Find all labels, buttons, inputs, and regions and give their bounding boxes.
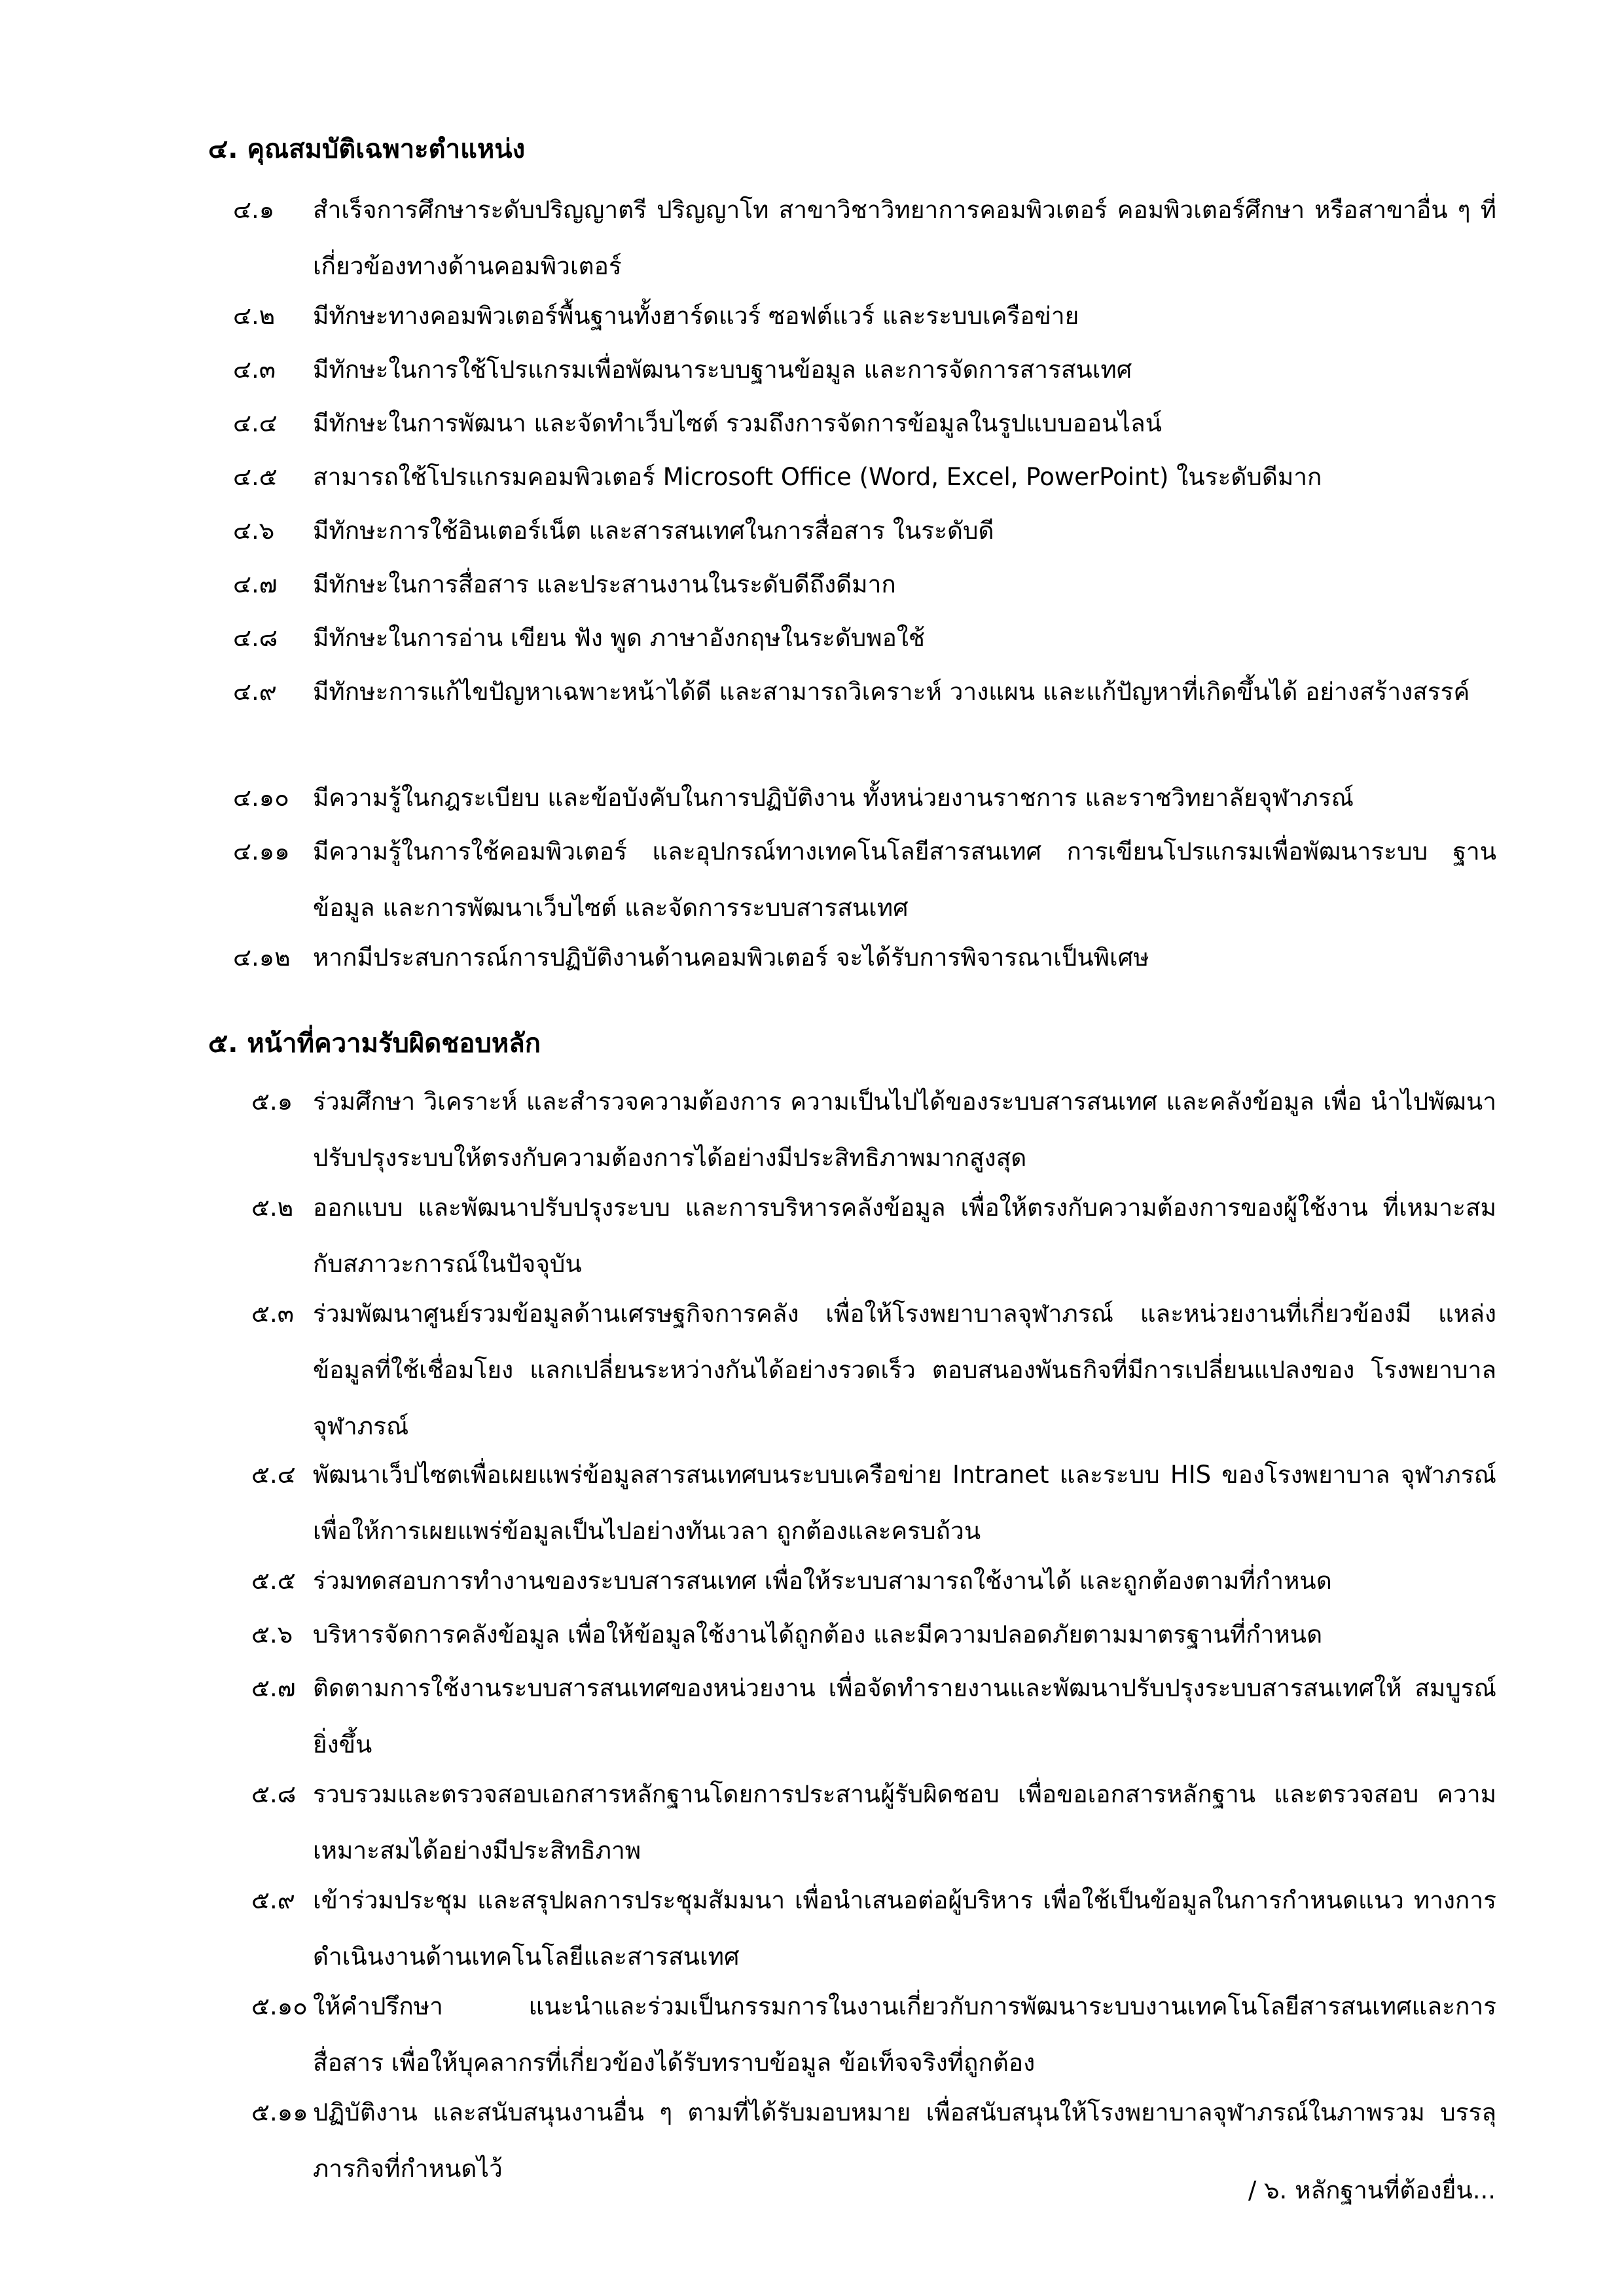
item-text: ร่วมศึกษา วิเคราะห์ และสำรวจความต้องการ ความเป็นไปได้ของระบบสารสนเทศ และคลังข้อมูล เพื่อ นำไปพัฒนา ปรับปรุงระบบให้ตรงกับความต้องการได้อย่างมีประสิทธิภาพมากสูงสุด (313, 1087, 1496, 1172)
item-text: บริหารจัดการคลังข้อมูล เพื่อให้ข้อมูลใช้งานได้ถูกต้อง และมีความปลอดภัยตามมาตรฐานที่กำหนด (313, 1620, 1323, 1649)
item-number: ๔.๙ (233, 678, 277, 706)
section-5-title: ๕. หน้าที่ความรับผิดชอบหลัก (208, 1029, 541, 1059)
item-text: มีทักษะทางคอมพิวเตอร์พื้นฐานทั้งฮาร์ดแวร์ ซอฟต์แวร์ และระบบเครือข่าย (313, 302, 1079, 330)
item-number: ๕.๑ (251, 1087, 293, 1116)
item-number: ๕.๑๐ (251, 1992, 308, 2020)
item-text: ร่วมทดสอบการทำงานของระบบสารสนเทศ เพื่อให้ระบบสามารถใช้งานได้ และถูกต้องตามที่กำหนด (313, 1567, 1332, 1595)
item-text: หากมีประสบการณ์การปฏิบัติงานด้านคอมพิวเตอร์ จะได้รับการพิจารณาเป็นพิเศษ (313, 943, 1149, 972)
item-text: มีความรู้ในการใช้คอมพิวเตอร์ และอุปกรณ์ทางเทคโนโลยีสารสนเทศ การเขียนโปรแกรมเพื่อพัฒนาระบบ ฐานข้อมูล และการพัฒนาเว็บไซต์ และจัดการระบบสารสนเทศ (313, 837, 1496, 922)
item-number: ๕.๓ (251, 1300, 295, 1328)
item-number: ๕.๑๑ (251, 2098, 308, 2126)
item-text: ร่วมพัฒนาศูนย์รวมข้อมูลด้านเศรษฐกิจการคลัง เพื่อให้โรงพยาบาลจุฬาภรณ์ และหน่วยงานที่เกี่ยวข้องมี แหล่งข้อมูลที่ใช้เชื่อมโยง แลกเปลี่ยนระหว่างกันได้อย่างรวดเร็ว ตอบสนองพันธกิจที่มีการเปลี่ยนแปลงของ โรงพยาบาลจุฬาภรณ์ (313, 1300, 1496, 1440)
item-text: สามารถใช้โปรแกรมคอมพิวเตอร์ Microsoft Office (Word, Excel, PowerPoint) ในระดับดีมาก (313, 463, 1322, 491)
item-number: ๔.๑๑ (233, 837, 290, 866)
item-number: ๔.๕ (233, 463, 278, 491)
item-text: ปฏิบัติงาน และสนับสนุนงานอื่น ๆ ตามที่ได้รับมอบหมาย เพื่อสนับสนุนให้โรงพยาบาลจุฬาภรณ์ในภาพรวม บรรลุภารกิจที่กำหนดไว้ (313, 2098, 1496, 2183)
item-number: ๔.๑ (233, 196, 275, 224)
item-number: ๔.๑๐ (233, 784, 289, 812)
item-number: ๔.๗ (233, 570, 278, 598)
item-text: มีความรู้ในกฎระเบียบ และข้อบังคับในการปฏิบัติงาน ทั้งหน่วยงานราชการ และราชวิทยาลัยจุฬาภรณ์ (313, 784, 1354, 812)
item-text: มีทักษะในการอ่าน เขียน ฟัง พูด ภาษาอังกฤษในระดับพอใช้ (313, 624, 926, 652)
item-text: รวบรวมและตรวจสอบเอกสารหลักฐานโดยการประสานผู้รับผิดชอบ เพื่อขอเอกสารหลักฐาน และตรวจสอบ ความเหมาะสมได้อย่างมีประสิทธิภาพ (313, 1780, 1496, 1865)
item-number: ๕.๘ (251, 1780, 297, 1808)
item-number: ๕.๔ (251, 1461, 296, 1489)
item-number: ๕.๕ (251, 1567, 296, 1595)
item-text: เข้าร่วมประชุม และสรุปผลการประชุมสัมมนา เพื่อนำเสนอต่อผู้บริหาร เพื่อใช้เป็นข้อมูลในการกำหนดแนว ทางการดำเนินงานด้านเทคโนโลยีและสารสนเทศ (313, 1886, 1496, 1971)
item-number: ๔.๘ (233, 624, 278, 652)
item-text: พัฒนาเว็ปไซตเพื่อเผยแพร่ข้อมูลสารสนเทศบนระบบเครือข่าย Intranet และระบบ HIS ของโรงพยาบาล จุฬาภรณ์ เพื่อให้การเผยแพร่ข้อมูลเป็นไปอย่างทันเวลา ถูกต้องและครบถ้วน (313, 1461, 1496, 1545)
item-text: มีทักษะในการใช้โปรแกรมเพื่อพัฒนาระบบฐานข้อมูล และการจัดการสารสนเทศ (313, 355, 1132, 384)
item-number: ๕.๖ (251, 1620, 293, 1649)
continuation-note: / ๖. หลักฐานที่ต้องยื่น... (1248, 2176, 1496, 2204)
item-text: มีทักษะการแก้ไขปัญหาเฉพาะหน้าได้ดี และสามารถวิเคราะห์ วางแผน และแก้ปัญหาที่เกิดขึ้นได้ อย่างสร้างสรรค์ (313, 678, 1470, 706)
item-number: ๕.๒ (251, 1194, 294, 1222)
item-text: ติดตามการใช้งานระบบสารสนเทศของหน่วยงาน เพื่อจัดทำรายงานและพัฒนาปรับปรุงระบบสารสนเทศให้ สมบูรณ์ยิ่งขึ้น (313, 1674, 1496, 1758)
item-number: ๔.๒ (233, 302, 276, 330)
item-number: ๔.๔ (233, 409, 278, 437)
item-number: ๔.๖ (233, 517, 275, 545)
item-text: ให้คำปรึกษา แนะนำและร่วมเป็นกรรมการในงานเกี่ยวกับการพัฒนาระบบงานเทคโนโลยีสารสนเทศและการ สื่อสาร เพื่อให้บุคลากรที่เกี่ยวข้องได้รับทราบข้อมูล ข้อเท็จจริงที่ถูกต้อง (313, 1992, 1496, 2077)
section-4-title: ๔. คุณสมบัติเฉพาะตำแหน่ง (208, 134, 526, 164)
item-text: มีทักษะในการพัฒนา และจัดทำเว็บไซต์ รวมถึงการจัดการข้อมูลในรูปแบบออนไลน์ (313, 409, 1162, 437)
item-number: ๔.๑๒ (233, 943, 291, 972)
item-number: ๔.๓ (233, 355, 276, 384)
item-text: มีทักษะในการสื่อสาร และประสานงานในระดับดีถึงดีมาก (313, 570, 896, 598)
item-number: ๕.๗ (251, 1674, 296, 1702)
item-text: มีทักษะการใช้อินเตอร์เน็ต และสารสนเทศในการสื่อสาร ในระดับดี (313, 517, 994, 545)
item-text: สำเร็จการศึกษาระดับปริญญาตรี ปริญญาโท สาขาวิชาวิทยาการคอมพิวเตอร์ คอมพิวเตอร์ศึกษา หรือสาขาอื่น ๆ ที่เกี่ยวข้องทางด้านคอมพิวเตอร์ (313, 196, 1497, 280)
item-text: ออกแบบ และพัฒนาปรับปรุงระบบ และการบริหารคลังข้อมูล เพื่อให้ตรงกับความต้องการของผู้ใช้งาน ที่เหมาะสมกับสภาวะการณ์ในปัจจุบัน (313, 1194, 1496, 1278)
item-number: ๕.๙ (251, 1886, 295, 1914)
